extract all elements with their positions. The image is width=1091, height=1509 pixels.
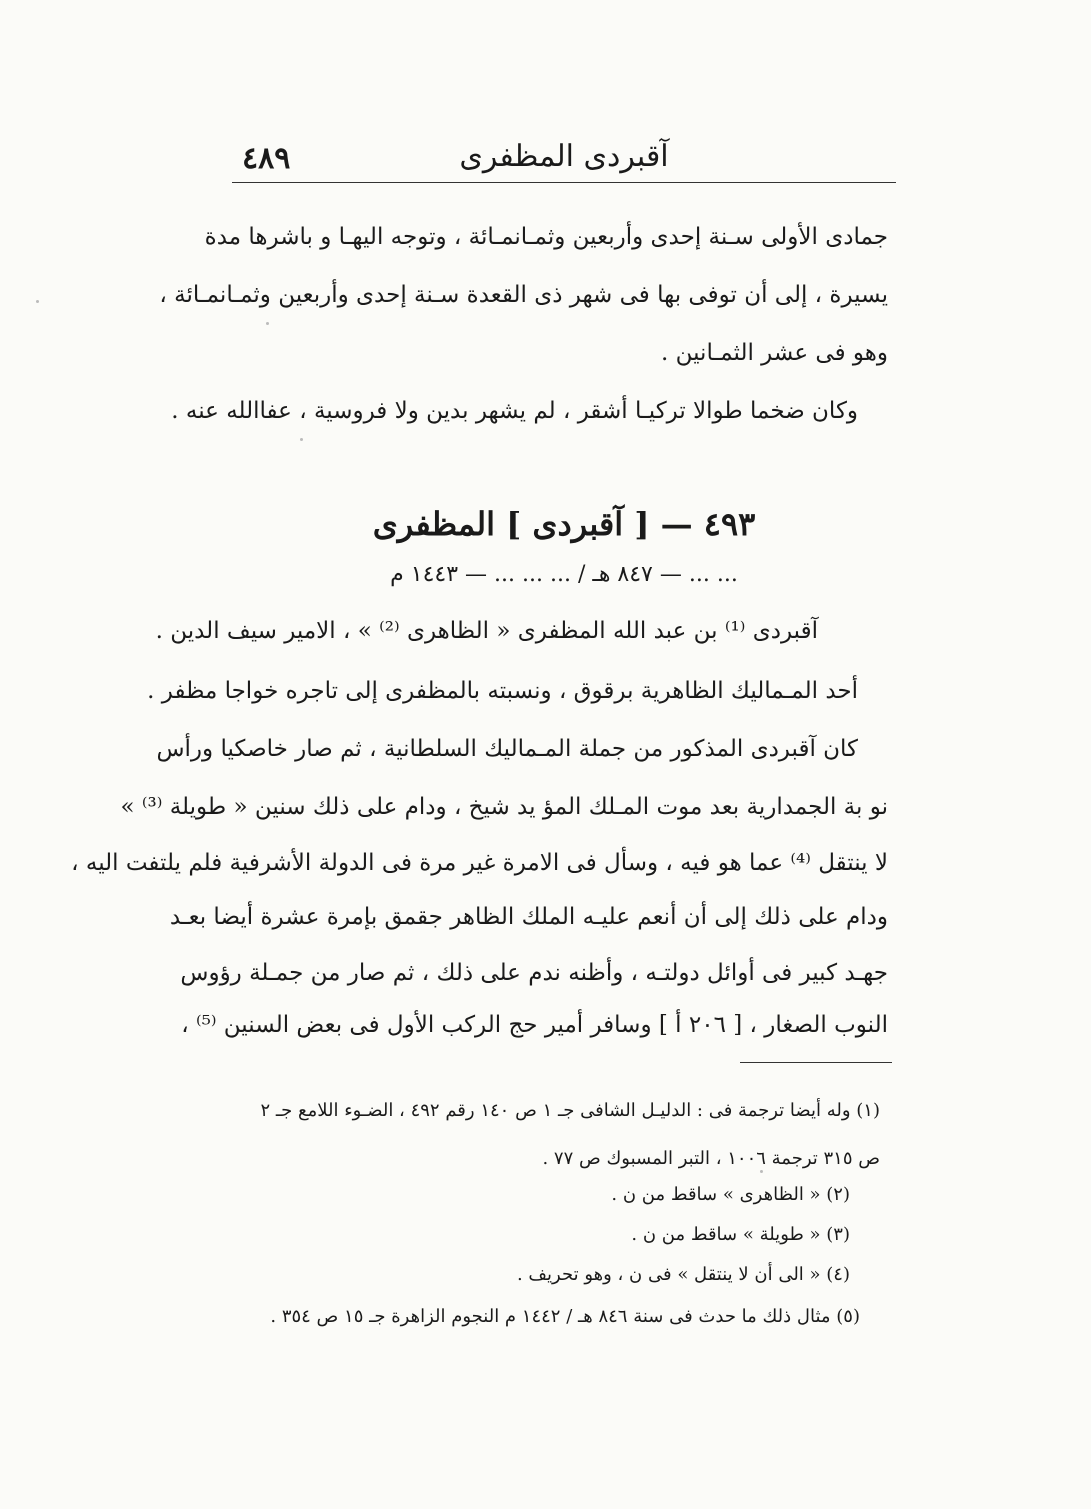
page-number: ٤٨٩ [242, 141, 291, 176]
text-line: يسيرة ، إلى أن توفى بها فى شهر ذى القعدة سـنة إحدى وأربعين وثمـانمـائة ، [159, 282, 888, 308]
footnote: (٥) مثال ذلك ما حدث فى سنة ٨٤٦ هـ / ١٤٤٢ م النجوم الزاهرة جـ ١٥ ص ٣٥٤ . [270, 1306, 860, 1327]
scan-speck [266, 322, 269, 325]
text-line: النوب الصغار ، [ ٢٠٦ أ ] وسافر أمير حج الركب الأول فى بعض السنين ⁽⁵⁾ ، [181, 1012, 888, 1038]
text-line: وهو فى عشر الثمـانين . [660, 340, 888, 366]
text-line: جمادى الأولى سـنة إحدى وأربعين وثمـانمـائة ، وتوجه اليهـا و باشرها مدة [204, 224, 888, 250]
header-rule [232, 182, 896, 183]
scan-speck [760, 1170, 763, 1173]
running-title: آقبردى المظفرى [459, 139, 669, 174]
text-line: وكان ضخما طوالا تركيـا أشقر ، لم يشهر بدين ولا فروسية ، عفاالله عنه . [171, 398, 858, 424]
footnote: (٤) « الى أن لا ينتقل » فى ن ، وهو تحريف . [516, 1264, 850, 1285]
text-line: جهـد كبير فى أوائل دولتـه ، وأظنه ندم على ذلك ، ثم صار من جمـلة رؤوس [180, 960, 888, 986]
text-line: ودام على ذلك إلى أن أنعم عليـه الملك الظاهر جقمق بإمرة عشرة أيضا بعـد [169, 904, 888, 930]
entry-title: ٤٩٣ — [ آقبردى ] المظفرى [372, 505, 756, 543]
text-line: أحد المـماليك الظاهرية برقوق ، ونسبته بالمظفرى إلى تاجره خواجا مظفر . [147, 678, 858, 704]
entry-name-line: آقبردى ⁽¹⁾ بن عبد الله المظفرى « الظاهرى ⁽²⁾ » ، الامير سيف الدين . [155, 618, 818, 644]
text-line: كان آقبردى المذكور من جملة المـماليك السلطانية ، ثم صار خاصكيا ورأس [156, 736, 858, 762]
scan-speck [300, 438, 303, 441]
footnote: (١) وله أيضا ترجمة فى : الدليـل الشافى جـ ١ ص ١٤٠ رقم ٤٩٢ ، الضـوء اللامع جـ ٢ [260, 1100, 880, 1121]
footnote: ص ٣١٥ ترجمة ١٠٠٦ ، التبر المسبوك ص ٧٧ . [542, 1148, 880, 1169]
scan-speck [36, 300, 39, 303]
footnote-rule [740, 1062, 892, 1063]
footnote: (٣) « طويلة » ساقط من ن . [631, 1224, 850, 1245]
text-line: لا ينتقل ⁽⁴⁾ عما هو فيه ، وسأل فى الامرة غير مرة فى الدولة الأشرفية فلم يلتفت اليه ، [71, 850, 888, 876]
entry-dates: ... ... — ٨٤٧ هـ / ... ... ... — ١٤٤٣ م [390, 562, 738, 587]
text-line: نو بة الجمدارية بعد موت المـلك المؤ يد شيخ ، ودام على ذلك سنين « طويلة ⁽³⁾ » [120, 794, 888, 820]
page-header [232, 135, 896, 183]
footnote: (٢) « الظاهرى » ساقط من ن . [611, 1184, 850, 1205]
